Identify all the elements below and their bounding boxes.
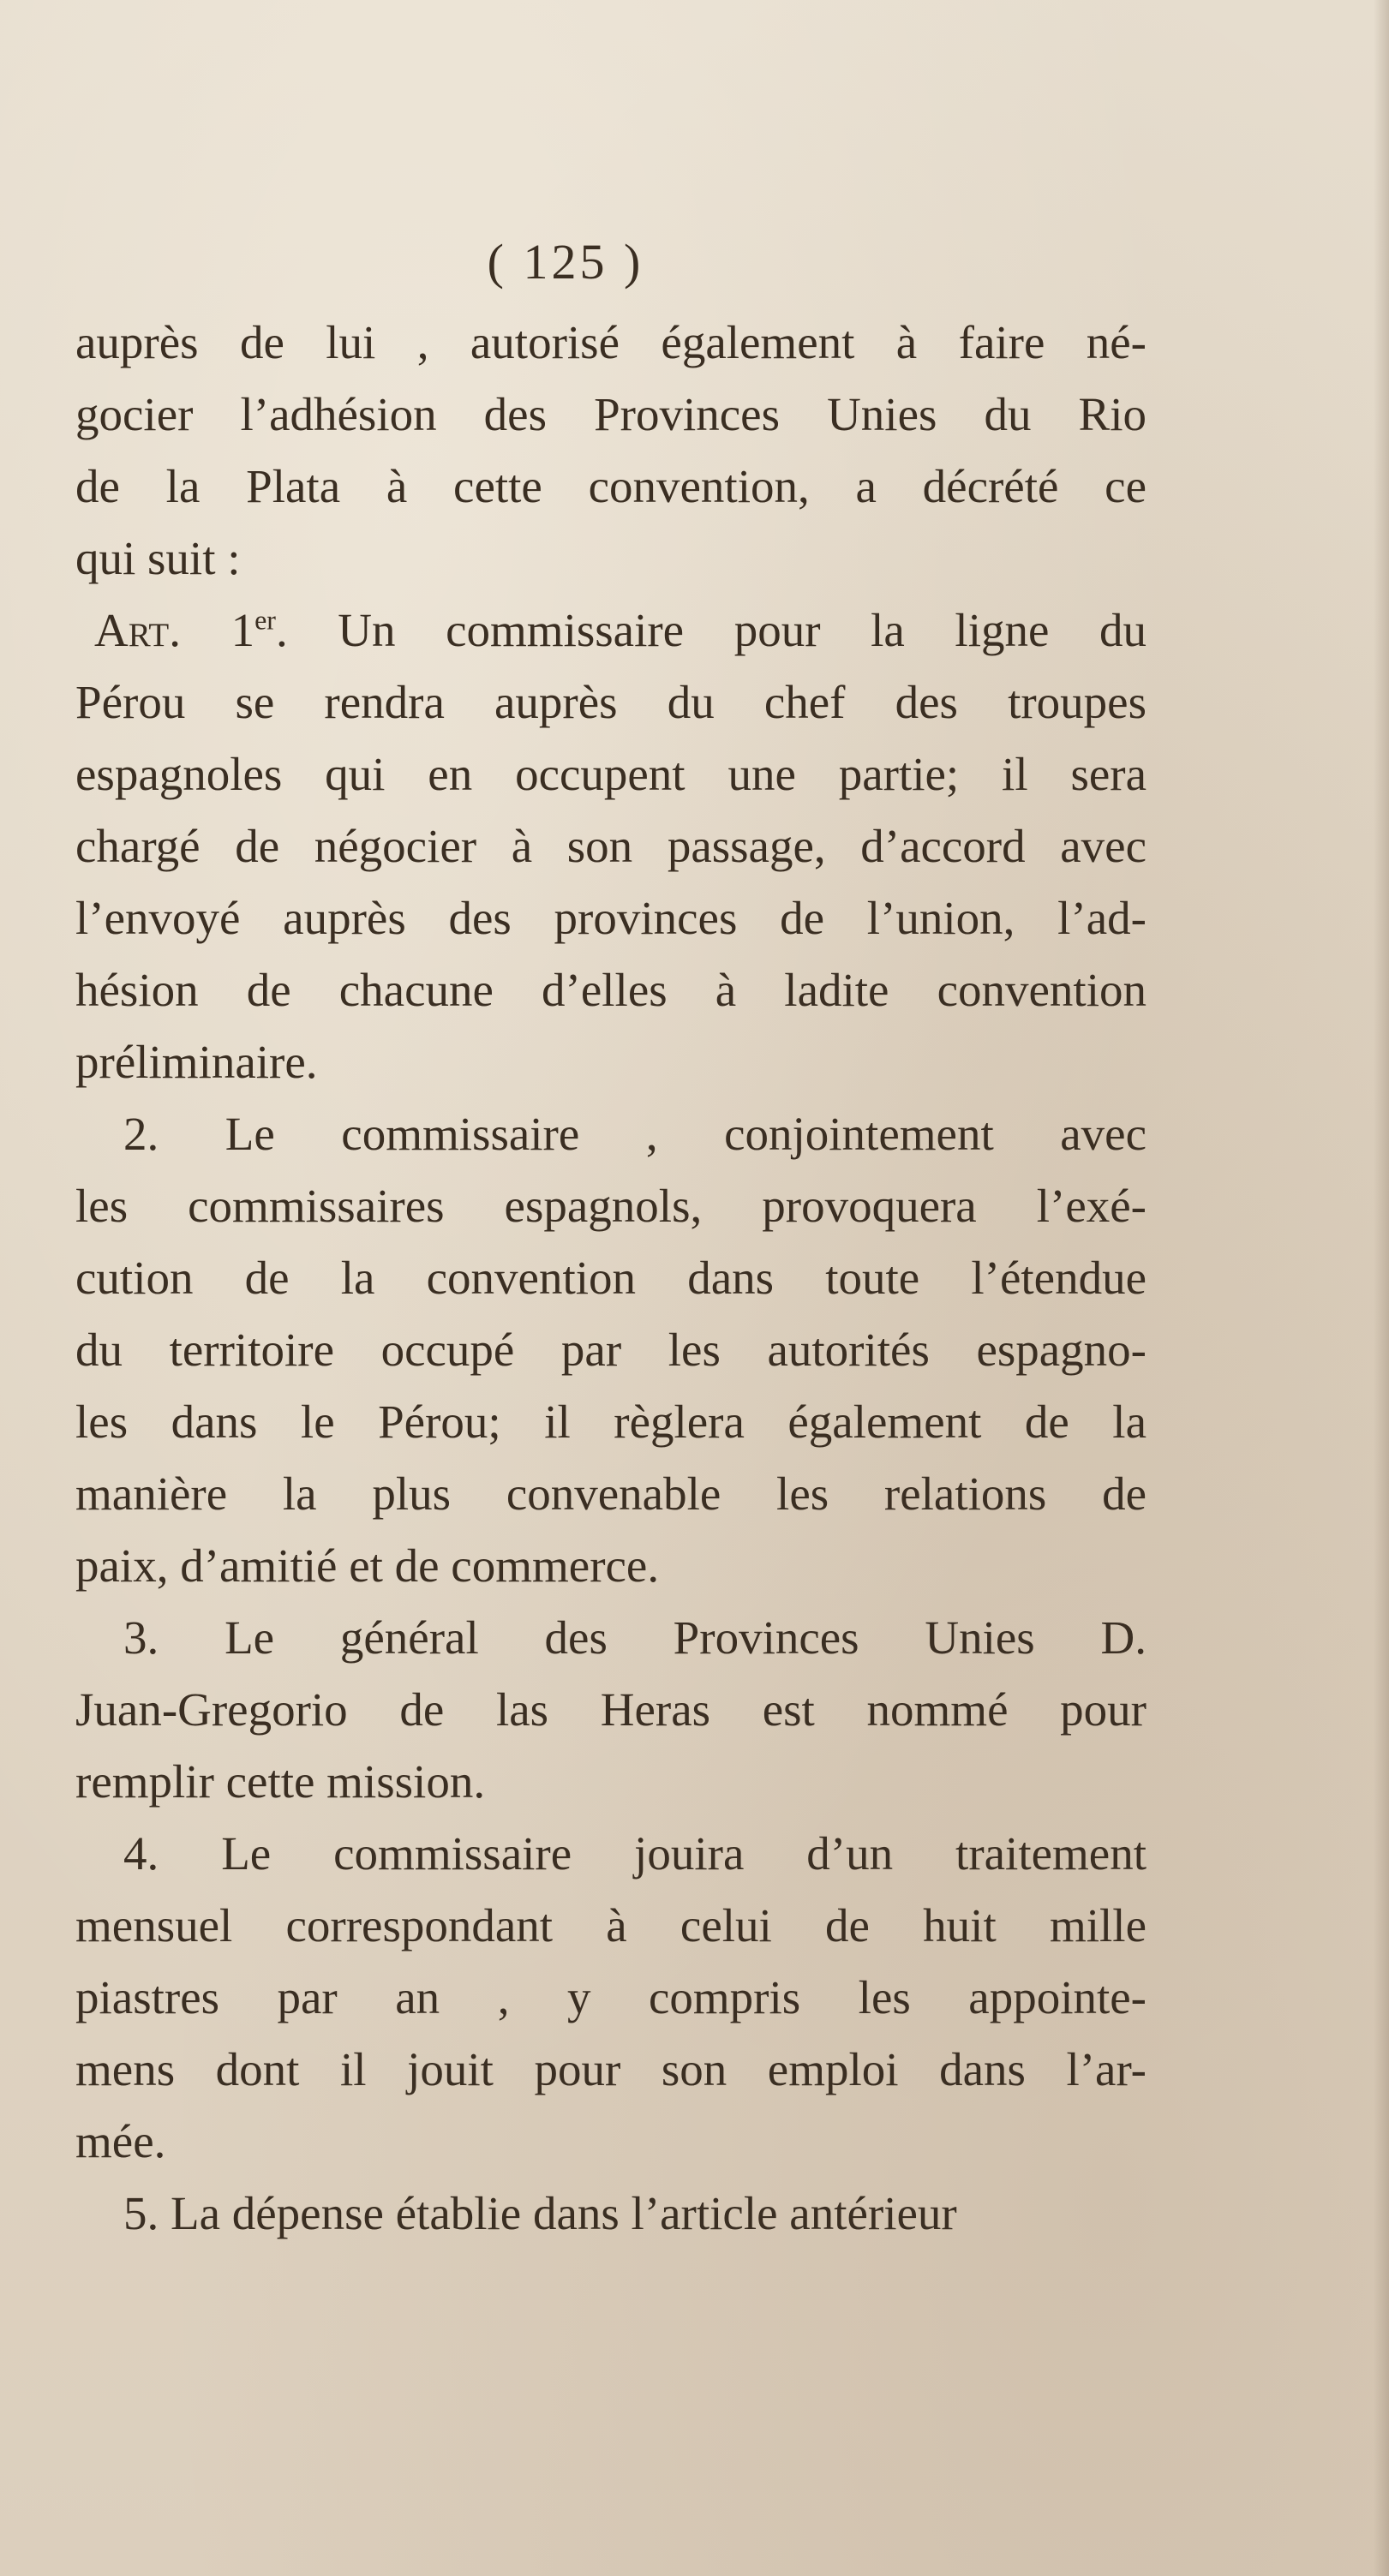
article-3-line: 3. Le général des Provinces Unies D. <box>123 1611 1147 1664</box>
text-line: paix, d’amitié et de commerce. <box>75 1539 660 1592</box>
article-number-suffix: er <box>254 604 276 636</box>
text-line: préliminaire. <box>75 1036 318 1088</box>
page-number: ( 125 ) <box>487 234 644 290</box>
article-2-line: 2. Le commissaire , conjointement avec <box>123 1108 1147 1160</box>
article-4-line: 4. Le commissaire jouira d’un traitement <box>123 1827 1147 1880</box>
article-1-heading-line <box>75 595 1147 666</box>
page-edge-shadow <box>1374 0 1389 2576</box>
text-line: mens dont il jouit pour son emploi dans l’ar- <box>75 2043 1147 2095</box>
text-line: hésion de chacune d’elles à ladite convention <box>75 964 1147 1016</box>
text-line: mensuel correspondant à celui de huit mille <box>75 1899 1147 1951</box>
text-line: espagnoles qui en occupent une partie; il sera <box>75 748 1147 800</box>
text-line: les dans le Pérou; il règlera également de la <box>75 1396 1147 1448</box>
text-line: l’envoyé auprès des provinces de l’union, l’ad- <box>75 892 1147 944</box>
text-line: les commissaires espagnols, provoquera l’exé- <box>75 1180 1147 1232</box>
body-text <box>75 307 1147 2250</box>
text-line: chargé de négocier à son passage, d’accord avec <box>75 820 1147 872</box>
article-label: Art. <box>94 604 181 656</box>
article-number: 1 <box>231 604 255 656</box>
text-line: manière la plus convenable les relations de <box>75 1467 1147 1520</box>
text-line: mée. <box>75 2115 166 2167</box>
text-line: qui suit : <box>75 532 241 584</box>
text-line: du territoire occupé par les autorités espagno- <box>75 1324 1147 1376</box>
text-line: cution de la convention dans toute l’étendue <box>75 1252 1147 1304</box>
text-line: Juan-Gregorio de las Heras est nommé pour <box>75 1683 1147 1736</box>
text-line: de la Plata à cette convention, a décrété ce <box>75 460 1147 512</box>
text-line: Pérou se rendra auprès du chef des troupes <box>75 676 1147 728</box>
text-line: remplir cette mission. <box>75 1755 486 1808</box>
article-5-line: 5. La dépense établie dans l’article antérieur <box>123 2187 957 2239</box>
text-line: piastres par an , y compris les appointe- <box>75 1971 1147 2023</box>
article-1-text: . Un commissaire pour la ligne du <box>275 604 1147 656</box>
text-line: gocier l’adhésion des Provinces Unies du Rio <box>75 388 1147 440</box>
text-line: auprès de lui , autorisé également à faire né- <box>75 316 1147 368</box>
